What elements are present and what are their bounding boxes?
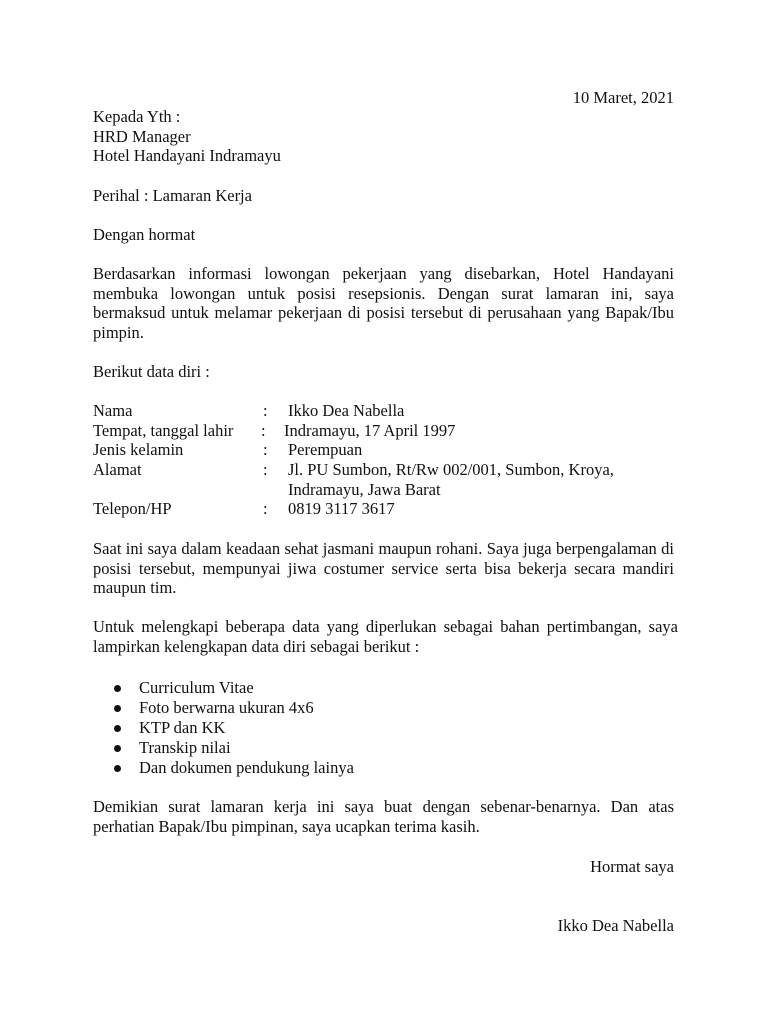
field-colon: :: [263, 460, 268, 479]
attachments-intro-paragraph: [93, 617, 678, 656]
letter-date: 10 Maret, 2021: [572, 88, 674, 107]
field-label: Nama: [93, 401, 133, 420]
field-value-continued: Indramayu, Jawa Barat: [288, 480, 441, 499]
intro-paragraph: [93, 264, 674, 343]
field-label: Tempat, tanggal lahir: [93, 421, 234, 440]
field-colon: :: [263, 440, 268, 459]
attachment-label: Curriculum Vitae: [139, 678, 254, 697]
field-colon: :: [263, 499, 268, 518]
bullet-icon: [114, 745, 121, 752]
attachment-label: KTP dan KK: [139, 718, 226, 737]
recipient-salutation: Kepada Yth :: [93, 107, 181, 126]
field-value: Perempuan: [288, 440, 363, 459]
field-label: Alamat: [93, 460, 142, 479]
list-item: [114, 758, 354, 778]
bullet-icon: [114, 725, 121, 732]
attachment-label: Foto berwarna ukuran 4x6: [139, 698, 314, 717]
condition-paragraph: [93, 539, 674, 598]
closing-paragraph: [93, 797, 674, 836]
field-value: Indramayu, 17 April 1997: [284, 421, 456, 440]
attachment-label: Dan dokumen pendukung lainya: [139, 758, 354, 777]
field-value: 0819 3117 3617: [288, 499, 395, 518]
letter-subject: Perihal : Lamaran Kerja: [93, 186, 252, 205]
attachment-label: Transkip nilai: [139, 738, 231, 757]
field-label: Jenis kelamin: [93, 440, 184, 459]
letter-greeting: Dengan hormat: [93, 225, 196, 244]
recipient-position: HRD Manager: [93, 127, 191, 146]
list-item: [114, 678, 354, 698]
condition-text: Saat ini saya dalam keadaan sehat jasmani maupun rohani. Saya juga berpengalaman di posisi tersebut, mempunyai jiwa costumer service serta bisa bekerja secara mandiri maupun tim.: [93, 539, 674, 598]
recipient-company: Hotel Handayani Indramayu: [93, 146, 281, 165]
field-colon: :: [263, 401, 268, 420]
intro-text: Berdasarkan informasi lowongan pekerjaan yang disebarkan, Hotel Handayani membuka lowongan untuk posisi resepsionis. Dengan surat lamaran ini, saya bermaksud untuk melamar pekerjaan di posisi tersebut di perusahaan yang Bapak/Ibu pimpin.: [93, 264, 674, 343]
signature-name: Ikko Dea Nabella: [557, 916, 674, 935]
closing-text: Demikian surat lamaran kerja ini saya buat dengan sebenar-benarnya. Dan atas perhatian Bapak/Ibu pimpinan, saya ucapkan terima kasih.: [93, 797, 674, 836]
field-colon: :: [261, 421, 266, 440]
list-item: [114, 738, 354, 758]
sign-off: Hormat saya: [590, 857, 674, 876]
attachments-intro-text: Untuk melengkapi beberapa data yang diperlukan sebagai bahan pertimbangan, saya lampirkan kelengkapan data diri sebagai berikut :: [93, 617, 678, 656]
field-value: Ikko Dea Nabella: [288, 401, 405, 420]
bullet-icon: [114, 705, 121, 712]
list-item: [114, 718, 354, 738]
attachments-list: [114, 678, 354, 778]
field-value: Jl. PU Sumbon, Rt/Rw 002/001, Sumbon, Kroya,: [288, 460, 614, 479]
personal-data-heading: Berikut data diri :: [93, 362, 210, 381]
bullet-icon: [114, 765, 121, 772]
field-label: Telepon/HP: [93, 499, 172, 518]
list-item: [114, 698, 354, 718]
bullet-icon: [114, 685, 121, 692]
